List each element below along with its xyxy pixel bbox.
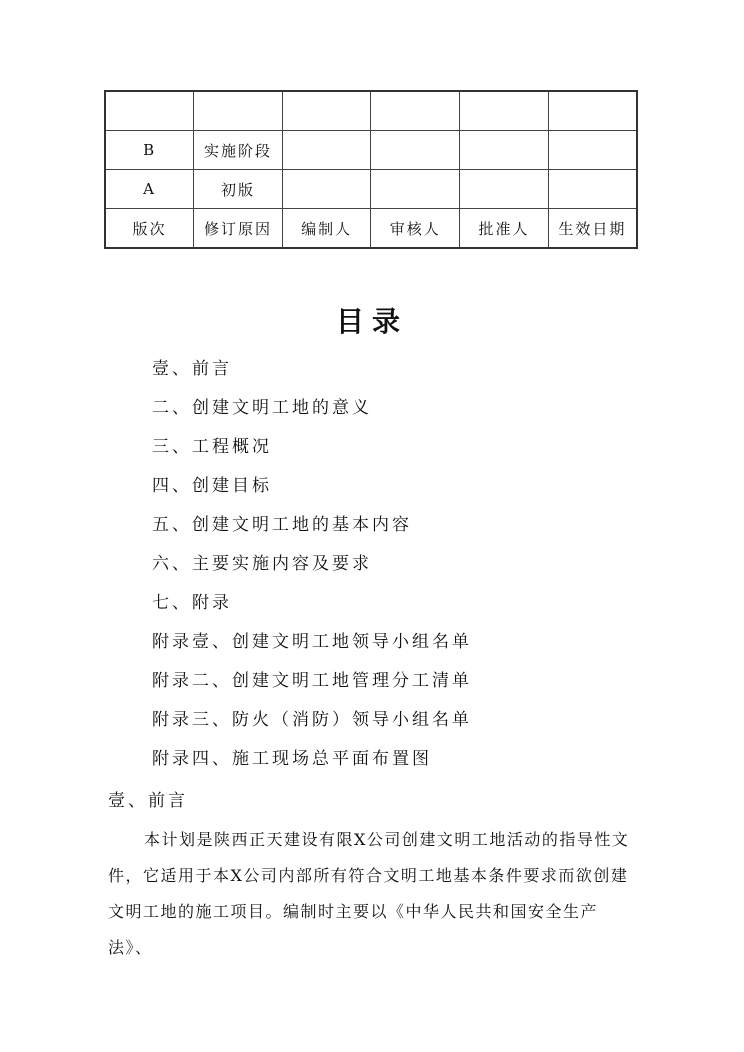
table-cell: [460, 91, 549, 131]
header-effective-date: 生效日期: [548, 209, 637, 249]
table-cell: [548, 131, 637, 170]
section-body: 本计划是陕西正天建设有限X公司创建文明工地活动的指导性文件，它适用于本X公司内部所有符合文明工地基本条件要求而欲创建文明工地的施工项目。编制时主要以《中华人民共和国安全生产法》、: [108, 830, 630, 957]
table-cell: [548, 170, 637, 209]
toc-item: 壹、前言: [152, 359, 232, 379]
table-cell: [282, 170, 371, 209]
header-approver: 批准人: [460, 209, 549, 249]
table-header-row: [105, 209, 637, 249]
table-cell: [282, 91, 371, 131]
toc-item: 附录壹、创建文明工地领导小组名单: [152, 632, 472, 652]
table-cell: B: [105, 131, 194, 170]
table-cell: [194, 91, 283, 131]
table-cell: [371, 91, 460, 131]
table-row: [105, 170, 637, 209]
table-cell: [282, 131, 371, 170]
toc-item: 附录三、防火（消防）领导小组名单: [152, 710, 472, 730]
header-revision: 版次: [105, 209, 194, 249]
revision-table: [104, 90, 638, 249]
toc-item: 二、创建文明工地的意义: [152, 398, 372, 418]
toc-title: 目录: [335, 305, 408, 338]
toc-item: 附录二、创建文明工地管理分工清单: [152, 671, 472, 691]
header-author: 编制人: [282, 209, 371, 249]
table-cell: 实施阶段: [194, 131, 283, 170]
toc-item: 六、主要实施内容及要求: [152, 554, 372, 574]
table-cell: [371, 170, 460, 209]
toc-item: 三、工程概况: [152, 437, 272, 457]
table-cell: [548, 91, 637, 131]
table-cell: [105, 91, 194, 131]
table-row: [105, 131, 637, 170]
toc-item: 五、创建文明工地的基本内容: [152, 515, 412, 535]
toc-item: 附录四、施工现场总平面布置图: [152, 749, 432, 769]
table-row: [105, 91, 637, 131]
table-cell: [460, 170, 549, 209]
table-cell: [371, 131, 460, 170]
toc-item: 四、创建目标: [152, 476, 272, 496]
header-reason: 修订原因: [194, 209, 283, 249]
table-cell: A: [105, 170, 194, 209]
header-reviewer: 审核人: [371, 209, 460, 249]
toc-item: 七、附录: [152, 593, 232, 613]
table-cell: [460, 131, 549, 170]
toc-list: [152, 355, 472, 784]
table-cell: 初版: [194, 170, 283, 209]
section-heading: 壹、前言: [108, 791, 188, 811]
